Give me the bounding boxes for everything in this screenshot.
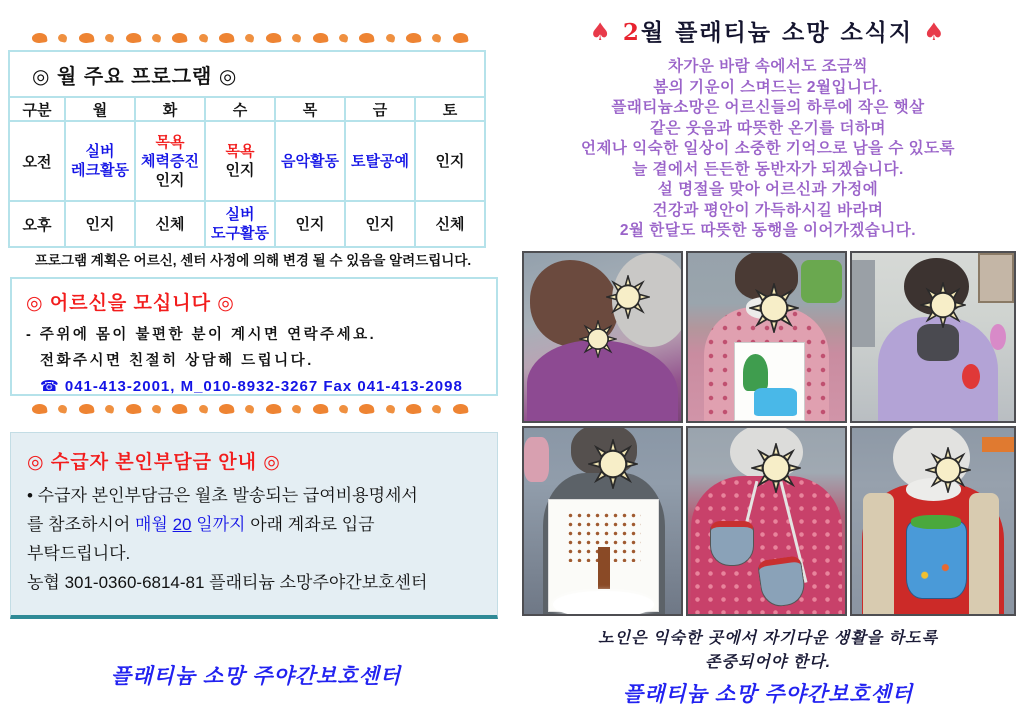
- cell-pm-thu: [275, 201, 345, 247]
- decor-leaf-icon: [359, 403, 375, 415]
- newsletter-title: [512, 14, 1024, 47]
- cell-line: 레크활동: [71, 162, 129, 179]
- recruit-title: ◎ 어르신을 모십니다 ◎: [26, 293, 235, 314]
- decor-leaf-icon: [218, 403, 234, 415]
- decor-leaf-icon: [58, 404, 68, 414]
- title-text: 월 플래티늄 소망 소식지: [640, 19, 914, 46]
- cell-line: 인지: [85, 215, 115, 233]
- decor-leaf-icon: [265, 32, 281, 44]
- decor-leaf-icon: [172, 32, 188, 44]
- cell-am-mon: [65, 121, 135, 201]
- center-name-footer-right: 플래티늄 소망 주야간보호센터: [622, 683, 914, 706]
- payment-box: [10, 432, 498, 619]
- table-row-pm: [9, 201, 485, 247]
- sun-sticker-icon: [606, 275, 650, 319]
- sun-sticker-icon: [920, 282, 966, 328]
- paper-artwork: [548, 499, 660, 613]
- decor-leaf-icon: [78, 403, 94, 415]
- decor-leaf-icon: [198, 404, 208, 414]
- maraca-shape: [990, 324, 1006, 351]
- greeting-line: 봄의 기운이 스며드는 2월입니다.: [653, 78, 883, 96]
- decor-leaf-icon: [405, 32, 421, 44]
- cell-am-tue: [135, 121, 205, 201]
- cell-line: 음악활동: [281, 152, 339, 170]
- cell-am-sat: [415, 121, 485, 201]
- decor-leaf-icon: [218, 32, 234, 44]
- cell-line: 실버: [225, 206, 255, 223]
- cell-am-thu: [275, 121, 345, 201]
- decor-leaf-icon: [385, 33, 395, 43]
- decor-leaf-icon: [125, 403, 141, 415]
- cell-line: 목욕: [225, 143, 255, 160]
- greeting-line: 설 명절을 맞아 어르신과 가정에: [657, 181, 879, 198]
- decor-leaf-icon: [125, 32, 141, 44]
- quote-line: 노인은 익숙한 곳에서 자기다운 생활을 하도록: [598, 630, 938, 647]
- payment-segment-underlined: 20: [172, 515, 192, 534]
- cell-line: 도구활동: [211, 225, 269, 242]
- maraca-shape: [962, 364, 980, 389]
- payment-title: ◎ 수급자 본인부담금 안내 ◎: [27, 452, 281, 473]
- cell-line: 토탈공예: [351, 152, 409, 170]
- recruit-box: [10, 277, 498, 396]
- cell-line: 인지: [295, 215, 325, 233]
- program-table: [8, 50, 486, 248]
- cell-line: 신체: [435, 215, 465, 233]
- board-shape: [978, 253, 1014, 303]
- table-title-row: [9, 51, 485, 97]
- payment-segment: 아래 계좌로 입금: [245, 515, 375, 534]
- locker-shape: [852, 260, 875, 347]
- decor-leaf-icon: [359, 32, 375, 44]
- col-header-mon: 월: [65, 97, 135, 121]
- cell-am-fri: [345, 121, 415, 201]
- spade-icon: ♠: [923, 18, 947, 46]
- decor-leaf-icon: [452, 403, 468, 415]
- greeting-line: 2월 한달도 따뜻한 동행을 이어가겠습니다.: [619, 222, 917, 239]
- cell-line: 목욕: [155, 133, 185, 151]
- photo-jar-craft: [850, 426, 1016, 616]
- title-month-number: 2: [622, 19, 641, 46]
- cotton-snow: [553, 591, 654, 616]
- decor-leaf-icon: [385, 404, 395, 414]
- cell-line: 체력증진: [141, 152, 199, 170]
- decor-leaf-icon: [338, 404, 348, 414]
- row-label-pm: 오후: [9, 201, 65, 247]
- greeting-line: 언제나 익숙한 일상이 소중한 기억으로 남을 수 있도록: [580, 140, 956, 157]
- spade-icon: ♠: [589, 18, 613, 46]
- photo-maracas: [850, 251, 1016, 423]
- payment-body-line-2: [27, 510, 481, 539]
- center-name-footer-left: 플래티늄 소망 주야간보호센터: [110, 665, 402, 688]
- decor-leaf-icon: [58, 33, 68, 43]
- payment-body-line-1: • 수급자 본인부담금은 월초 발송되는 급여비용명세서: [27, 486, 418, 505]
- program-table-title: ◎ 월 주요 프로그램 ◎: [9, 51, 485, 97]
- sun-sticker-icon: [579, 320, 617, 358]
- photo-paper-mittens: [686, 426, 847, 616]
- cell-pm-tue: [135, 201, 205, 247]
- background-figure: [524, 437, 549, 482]
- table-header-row: [9, 97, 485, 121]
- decor-leaf-icon: [312, 32, 328, 44]
- recruit-line-1: - 주위에 몸이 불편한 분이 계시면 연락주세요.: [26, 327, 377, 343]
- tree-shape: [743, 354, 768, 391]
- sun-sticker-icon: [588, 439, 638, 489]
- payment-segment: 를 참조하시어: [27, 515, 135, 534]
- cell-line: 신체: [155, 215, 185, 233]
- greeting-paragraph: [512, 57, 1024, 242]
- recruit-phone-line: ☎ 041-413-2001, M_010-8932-3267 Fax 041-413-2098: [40, 378, 463, 395]
- greeting-line: 같은 웃음과 따뜻한 온기를 더하며: [650, 119, 886, 137]
- payment-segment: 매월: [134, 515, 173, 534]
- decor-leaf-icon: [432, 404, 442, 414]
- clothing-shape: [917, 324, 959, 361]
- cell-am-wed: [205, 121, 275, 201]
- table-row-am: [9, 121, 485, 201]
- photo-drawing-house: [686, 251, 847, 423]
- recruit-line-2: 전화주시면 친절히 상담해 드립니다.: [40, 353, 314, 369]
- chair-shape: [801, 260, 842, 304]
- decor-leaf-icon: [78, 32, 94, 44]
- cell-pm-sat: [415, 201, 485, 247]
- drawing-card: [734, 342, 805, 421]
- mitten-craft: [710, 521, 754, 566]
- sun-sticker-icon: [749, 283, 799, 333]
- sun-sticker-icon: [751, 443, 801, 493]
- decor-leaf-icon: [432, 33, 442, 43]
- decor-leaf-icon: [172, 403, 188, 415]
- greeting-line: 건강과 평안이 가득하시길 바라며: [652, 201, 884, 219]
- quote-block: [512, 627, 1024, 675]
- decor-leaf-icon: [151, 33, 161, 43]
- cell-line: 인지: [365, 215, 395, 233]
- decor-leaf-icon: [104, 33, 114, 43]
- row-label-am: 오전: [9, 121, 65, 201]
- roof-shape: [754, 388, 797, 416]
- decor-leaf-icon: [198, 33, 208, 43]
- decor-leaf-icon: [265, 403, 281, 415]
- decor-leaf-icon: [452, 32, 468, 44]
- col-header-fri: 금: [345, 97, 415, 121]
- program-note: 프로그램 계획은 어르신, 센터 사정에 의해 변경 될 수 있음을 알려드립니다.: [34, 253, 472, 268]
- col-header-gubun: 구분: [9, 97, 65, 121]
- tree-trunk: [598, 547, 610, 589]
- cell-line: 인지: [225, 162, 255, 179]
- cell-line: 인지: [435, 152, 465, 170]
- decor-leaf-icon: [338, 33, 348, 43]
- background-shape: [982, 437, 1014, 452]
- cell-line: 인지: [155, 171, 185, 189]
- payment-body-line-3: 부탁드립니다.: [27, 544, 131, 563]
- right-column: [512, 0, 1024, 714]
- col-header-tue: 화: [135, 97, 205, 121]
- photo-tree-painting: [522, 426, 683, 616]
- greeting-line: 플래티늄소망은 어르신들의 하루에 작은 햇살: [611, 99, 925, 116]
- decor-leaf-icon: [104, 404, 114, 414]
- col-header-wed: 수: [205, 97, 275, 121]
- vest-shape: [969, 493, 1000, 616]
- sun-sticker-icon: [925, 447, 971, 493]
- vest-shape: [863, 493, 894, 616]
- decorative-border-top: [32, 30, 468, 46]
- photo-hug: [522, 251, 683, 423]
- cell-pm-wed: [205, 201, 275, 247]
- quote-line: 존중되어야 한다.: [704, 654, 832, 671]
- cell-pm-mon: [65, 201, 135, 247]
- cell-line: 실버: [85, 143, 115, 160]
- decor-leaf-icon: [31, 403, 47, 415]
- decor-leaf-icon: [312, 403, 328, 415]
- decor-leaf-icon: [291, 33, 301, 43]
- decorative-border-middle: [32, 401, 468, 417]
- decor-leaf-icon: [245, 33, 255, 43]
- decor-leaf-icon: [245, 404, 255, 414]
- col-header-thu: 목: [275, 97, 345, 121]
- decor-leaf-icon: [405, 403, 421, 415]
- cell-pm-fri: [345, 201, 415, 247]
- payment-account-line: 농협 301-0360-6814-81 플래티늄 소망주야간보호센터: [27, 573, 428, 592]
- jar-craft: [906, 521, 968, 599]
- decor-leaf-icon: [31, 32, 47, 44]
- photo-grid: [522, 251, 1016, 619]
- greeting-line: 차가운 바람 속에서도 조금씩: [667, 58, 869, 75]
- greeting-line: 늘 곁에서 든든한 동반자가 되겠습니다.: [632, 160, 904, 178]
- payment-segment: 일까지: [191, 515, 246, 534]
- decor-leaf-icon: [151, 404, 161, 414]
- col-header-sat: 토: [415, 97, 485, 121]
- decor-leaf-icon: [291, 404, 301, 414]
- jar-lid: [911, 515, 961, 529]
